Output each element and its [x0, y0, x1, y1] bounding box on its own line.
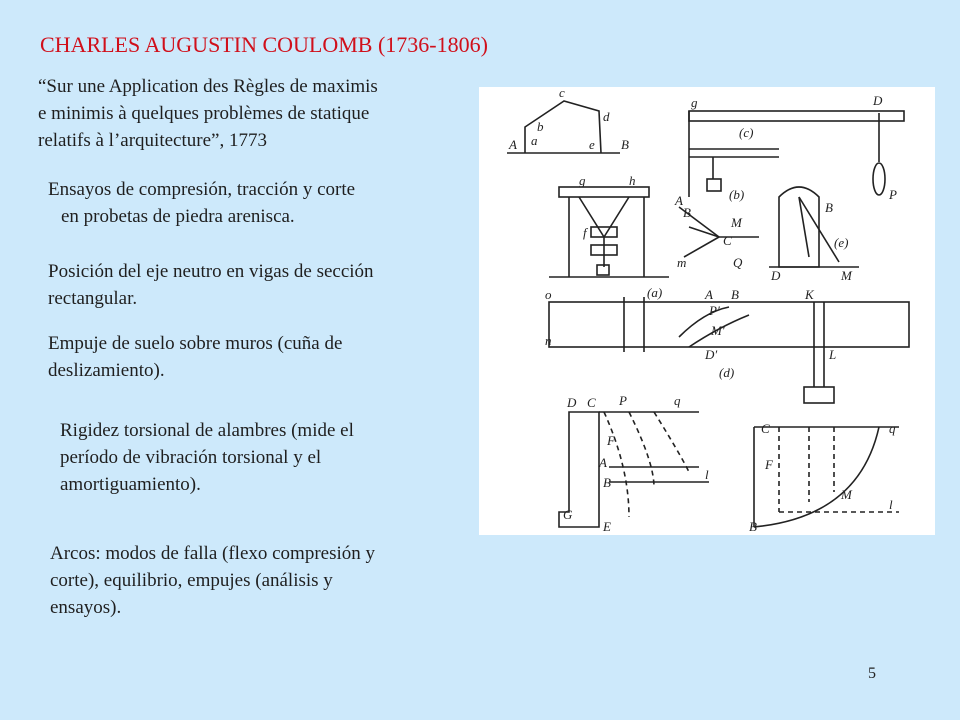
fig-label-Q: Q [733, 255, 743, 270]
fig-label-C3: C [761, 421, 770, 436]
fig-label-m: m [677, 255, 687, 270]
fig-label-P-prime: P′ [709, 303, 720, 318]
fig-label-B: B [621, 137, 629, 152]
torsion-line: amortiguamiento). [60, 474, 201, 495]
fig-label-o: o [545, 287, 552, 302]
arches-line: ensayos). [50, 597, 122, 618]
fig-label-fig-e: (e) [834, 235, 849, 250]
neutral-axis-text [48, 258, 374, 312]
fig-label-g2: g [579, 173, 586, 188]
fig-label-q: q [674, 393, 681, 408]
compression-tests-line: Ensayos de compresión, tracción y corte [48, 179, 356, 200]
arches-line: Arcos: modos de falla (flexo compresión y [50, 543, 376, 564]
paper-reference-line: e minimis à quelques problèmes de statique [38, 103, 370, 124]
fig-label-fig-c: (c) [739, 125, 754, 140]
fig-label-A2: A [675, 193, 683, 208]
arches-text [50, 540, 375, 621]
coulomb-diagrams-drawing [479, 87, 935, 535]
fig-label-c: c [559, 87, 565, 100]
soil-pressure-line: deslizamiento). [48, 360, 165, 381]
fig-label-B3: B [825, 200, 833, 215]
fig-label-A: A [509, 137, 517, 152]
fig-label-g: g [691, 95, 698, 110]
fig-label-D: D [873, 93, 883, 108]
torsion-text [60, 417, 354, 498]
fig-label-M: M [731, 215, 742, 230]
fig-label-M-prime: M′ [711, 323, 725, 338]
neutral-axis-line: Posición del eje neutro en vigas de sección [48, 261, 374, 282]
coulomb-diagrams-figure [479, 87, 935, 535]
fig-label-B6: B [749, 519, 757, 534]
slide-title: CHARLES AUGUSTIN COULOMB (1736-1806) [40, 32, 488, 57]
fig-label-K: K [805, 287, 814, 302]
fig-label-C2: C [587, 395, 596, 410]
fig-label-P: P [889, 187, 897, 202]
fig-label-e: e [589, 137, 595, 152]
fig-label-D3: D [567, 395, 577, 410]
soil-pressure-text [48, 330, 342, 384]
fig-label-M2: M [841, 268, 852, 283]
fig-label-P2: P [619, 393, 627, 408]
compression-tests-text [48, 176, 355, 230]
fig-label-E: E [603, 519, 611, 534]
fig-label-L: L [829, 347, 837, 362]
paper-reference-line: “Sur une Application des Règles de maximis [38, 76, 378, 97]
neutral-axis-line: rectangular. [48, 288, 138, 309]
fig-label-fig-b: (b) [729, 187, 745, 202]
fig-label-fig-d: (d) [719, 365, 735, 380]
paper-reference [38, 73, 378, 154]
fig-label-A3: A [705, 287, 713, 302]
paper-reference-line: relatifs à l’arquitecture”, 1773 [38, 130, 267, 151]
fig-label-h: h [629, 173, 636, 188]
fig-label-C: C [723, 233, 732, 248]
compression-tests-line: en probetas de piedra arenisca. [61, 206, 295, 227]
fig-label-D-prime: D′ [705, 347, 718, 362]
fig-label-l2: l [889, 497, 893, 512]
page-number: 5 [868, 665, 876, 682]
fig-label-D2: D [771, 268, 781, 283]
fig-label-B2: B [683, 205, 691, 220]
fig-label-l: l [705, 467, 709, 482]
fig-label-F: F [607, 433, 615, 448]
soil-pressure-line: Empuje de suelo sobre muros (cuña de [48, 333, 343, 354]
fig-label-n: n [545, 333, 552, 348]
fig-label-F2: F [765, 457, 773, 472]
torsion-line: Rigidez torsional de alambres (mide el [60, 420, 354, 441]
fig-label-B4: B [731, 287, 739, 302]
fig-label-f: f [583, 225, 587, 240]
fig-label-G: G [563, 507, 573, 522]
fig-label-d: d [603, 109, 610, 124]
fig-label-q2: q [889, 421, 896, 436]
fig-label-M3: M [841, 487, 852, 502]
fig-label-a: a [531, 133, 538, 148]
torsion-line: período de vibración torsional y el [60, 447, 322, 468]
fig-label-b: b [537, 119, 544, 134]
fig-label-A4: A [599, 455, 607, 470]
arches-line: corte), equilibrio, empujes (análisis y [50, 570, 333, 591]
fig-label-B5: B [603, 475, 611, 490]
fig-label-fig-a: (a) [647, 285, 663, 300]
